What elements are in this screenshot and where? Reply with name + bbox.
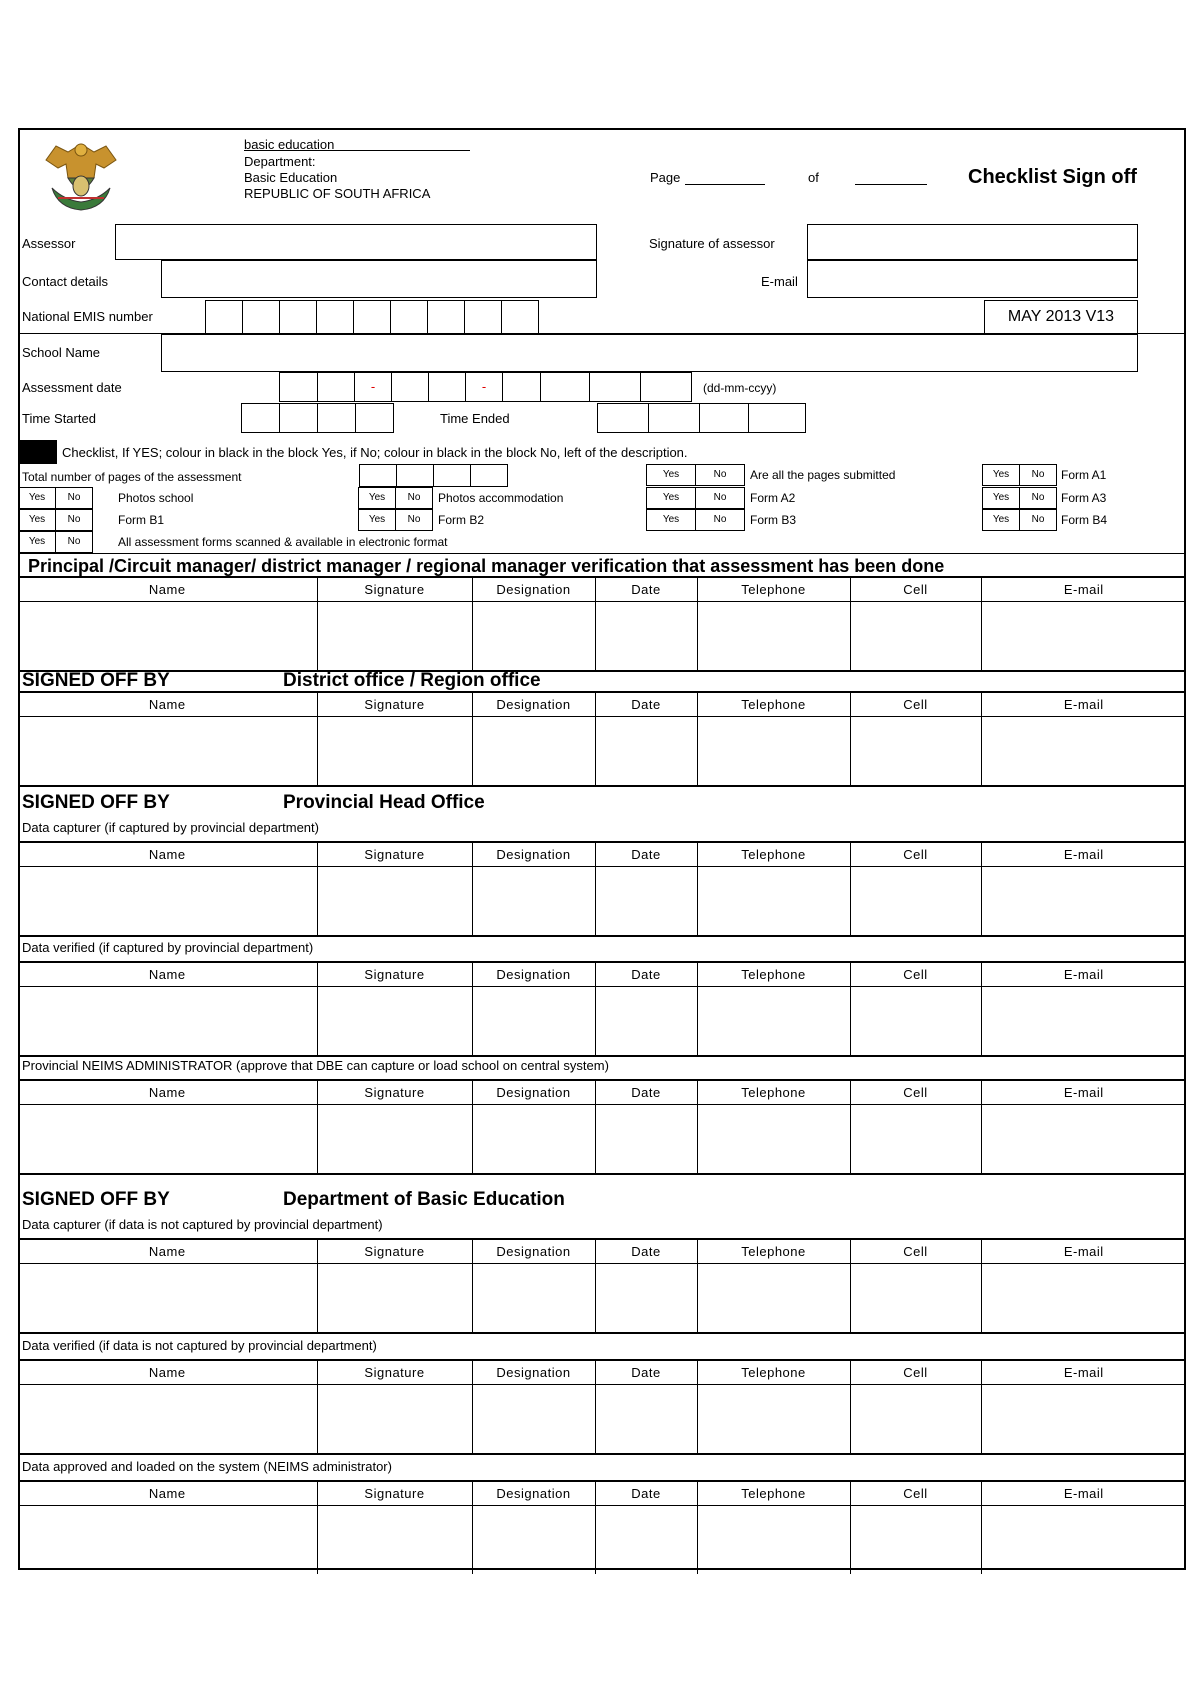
dept-line-4: REPUBLIC OF SOUTH AFRICA: [244, 186, 431, 201]
col-signature: Signature: [317, 842, 472, 867]
form-a2-label: Form A2: [750, 491, 796, 505]
signature-cell[interactable]: [317, 867, 472, 937]
yes-no-scanned[interactable]: [19, 531, 93, 553]
yes-box[interactable]: Yes: [358, 487, 396, 509]
col-name: Name: [18, 1360, 317, 1385]
col-designation: Designation: [472, 692, 595, 717]
total-pages-label: Total number of pages of the assessment: [22, 470, 242, 484]
date-cell[interactable]: [595, 1105, 697, 1175]
designation-cell[interactable]: [472, 1506, 595, 1575]
principal-verification-title: Principal /Circuit manager/ district manager / regional manager verification that assessment has been done: [28, 556, 945, 576]
yes-box[interactable]: Yes: [18, 509, 56, 531]
yes-box[interactable]: Yes: [18, 487, 56, 509]
date-cell[interactable]: [595, 987, 697, 1057]
all-scanned-label: All assessment forms scanned & available in electronic format: [118, 535, 448, 549]
date-cell[interactable]: [595, 1506, 697, 1575]
designation-cell[interactable]: [472, 1264, 595, 1334]
name-cell[interactable]: [18, 1105, 317, 1175]
yes-box[interactable]: Yes: [982, 464, 1020, 486]
telephone-cell[interactable]: [697, 867, 850, 937]
col-designation: Designation: [472, 577, 595, 602]
col-email: E-mail: [981, 1360, 1186, 1385]
col-designation: Designation: [472, 1239, 595, 1264]
cell-number-cell[interactable]: [850, 987, 981, 1057]
cell-number-cell[interactable]: [850, 1264, 981, 1334]
emis-number-cells[interactable]: [206, 300, 539, 334]
email-field[interactable]: [807, 260, 1138, 298]
cell-number-cell[interactable]: [850, 1105, 981, 1175]
dbe-title: Department of Basic Education: [283, 1189, 565, 1210]
no-box[interactable]: No: [55, 509, 93, 531]
col-signature: Signature: [317, 1360, 472, 1385]
date-cell[interactable]: [595, 867, 697, 937]
dept-line-2: Department:: [244, 154, 316, 169]
email-cell[interactable]: [981, 987, 1186, 1057]
no-box[interactable]: No: [55, 487, 93, 509]
name-cell[interactable]: [18, 1264, 317, 1334]
name-cell[interactable]: [18, 602, 317, 672]
signed-off-by-provincial: SIGNED OFF BY: [22, 792, 170, 813]
assessor-label: Assessor: [22, 236, 76, 251]
form-a1-label: Form A1: [1061, 468, 1107, 482]
date-cell[interactable]: [595, 602, 697, 672]
page-total-field[interactable]: [855, 184, 927, 185]
dbe-verified-table: [18, 1359, 1186, 1455]
prov-verified-caption: Data verified (if captured by provincial department): [22, 940, 314, 955]
yes-box[interactable]: Yes: [18, 531, 56, 553]
signature-cell[interactable]: [317, 1264, 472, 1334]
designation-cell[interactable]: [472, 1105, 595, 1175]
no-box[interactable]: No: [55, 531, 93, 553]
col-telephone: Telephone: [697, 1360, 850, 1385]
col-telephone: Telephone: [697, 692, 850, 717]
col-email: E-mail: [981, 1239, 1186, 1264]
assessment-date-label: Assessment date: [22, 380, 122, 395]
dbe-approved-caption: Data approved and loaded on the system (NEIMS administrator): [22, 1459, 392, 1474]
yes-box[interactable]: Yes: [646, 509, 696, 531]
time-started-cells[interactable]: [242, 403, 394, 433]
prov-capturer-table: [18, 841, 1186, 937]
time-ended-cells[interactable]: [598, 403, 806, 433]
email-cell[interactable]: [981, 1506, 1186, 1575]
col-signature: Signature: [317, 1080, 472, 1105]
col-designation: Designation: [472, 1481, 595, 1506]
district-signoff-table: [18, 691, 1186, 787]
no-box[interactable]: No: [695, 509, 745, 531]
underline-rule: [324, 150, 470, 151]
prov-neims-caption: Provincial NEIMS ADMINISTRATOR (approve that DBE can capture or load school on central system): [22, 1058, 609, 1073]
legend-black-block: [19, 440, 57, 464]
signature-cell[interactable]: [317, 1506, 472, 1575]
col-email: E-mail: [981, 577, 1186, 602]
col-designation: Designation: [472, 1080, 595, 1105]
contact-field[interactable]: [161, 260, 597, 298]
col-cell: Cell: [850, 1360, 981, 1385]
dbe-approved-table: [18, 1480, 1186, 1574]
designation-cell[interactable]: [472, 602, 595, 672]
assessor-field[interactable]: [115, 224, 597, 260]
cell-number-cell[interactable]: [850, 717, 981, 787]
signature-assessor-label: Signature of assessor: [649, 236, 775, 251]
name-cell[interactable]: [18, 717, 317, 787]
form-b2-label: Form B2: [438, 513, 485, 527]
yes-no-photos-school[interactable]: [19, 487, 93, 509]
col-email: E-mail: [981, 842, 1186, 867]
col-name: Name: [18, 842, 317, 867]
col-name: Name: [18, 1239, 317, 1264]
name-cell[interactable]: [18, 1506, 317, 1575]
date-format-hint: (dd-mm-ccyy): [703, 381, 777, 395]
telephone-cell[interactable]: [697, 1105, 850, 1175]
school-name-label: School Name: [22, 345, 101, 360]
form-a3-label: Form A3: [1061, 491, 1107, 505]
telephone-cell[interactable]: [697, 1385, 850, 1455]
no-box[interactable]: No: [395, 487, 433, 509]
form-b4-label: Form B4: [1061, 513, 1108, 527]
col-date: Date: [595, 692, 697, 717]
col-email: E-mail: [981, 1080, 1186, 1105]
yes-no-form-b1[interactable]: [19, 509, 93, 531]
cell-number-cell[interactable]: [850, 602, 981, 672]
cell-number-cell[interactable]: [850, 1385, 981, 1455]
coat-of-arms-icon: [38, 138, 124, 214]
dbe-capturer-caption: Data capturer (if data is not captured by provincial department): [22, 1217, 383, 1232]
col-telephone: Telephone: [697, 1080, 850, 1105]
signature-assessor-field[interactable]: [807, 224, 1138, 260]
principal-signoff-table: [18, 576, 1186, 672]
of-label: of: [808, 170, 819, 185]
signed-off-by-district: SIGNED OFF BY: [22, 670, 170, 691]
email-cell[interactable]: [981, 1105, 1186, 1175]
page-label: Page: [650, 170, 681, 185]
date-separator-1: -: [354, 372, 392, 402]
email-cell[interactable]: [981, 1385, 1186, 1455]
col-cell: Cell: [850, 1481, 981, 1506]
no-box[interactable]: No: [1019, 487, 1057, 509]
photos-school-label: Photos school: [118, 491, 194, 505]
telephone-cell[interactable]: [697, 1506, 850, 1575]
col-telephone: Telephone: [697, 842, 850, 867]
yes-no-form-b2[interactable]: [359, 509, 433, 531]
yes-box[interactable]: Yes: [982, 509, 1020, 531]
yes-box[interactable]: Yes: [982, 487, 1020, 509]
prov-verified-table: [18, 961, 1186, 1057]
col-cell: Cell: [850, 1080, 981, 1105]
page-title: Checklist Sign off: [968, 166, 1137, 188]
telephone-cell[interactable]: [697, 602, 850, 672]
col-date: Date: [595, 962, 697, 987]
no-box[interactable]: No: [1019, 464, 1057, 486]
signature-cell[interactable]: [317, 717, 472, 787]
signature-cell[interactable]: [317, 1105, 472, 1175]
col-signature: Signature: [317, 692, 472, 717]
date-cell[interactable]: [595, 1264, 697, 1334]
col-date: Date: [595, 1481, 697, 1506]
cell-number-cell[interactable]: [850, 1506, 981, 1575]
col-name: Name: [18, 962, 317, 987]
no-box[interactable]: No: [695, 464, 745, 486]
yes-no-form-b4[interactable]: [983, 509, 1057, 531]
yes-box[interactable]: Yes: [358, 509, 396, 531]
name-cell[interactable]: [18, 987, 317, 1057]
col-designation: Designation: [472, 842, 595, 867]
telephone-cell[interactable]: [697, 1264, 850, 1334]
telephone-cell[interactable]: [697, 717, 850, 787]
col-cell: Cell: [850, 962, 981, 987]
date-separator-2: -: [465, 372, 503, 402]
version-label: MAY 2013 V13: [984, 300, 1138, 334]
email-cell[interactable]: [981, 717, 1186, 787]
name-cell[interactable]: [18, 1385, 317, 1455]
col-name: Name: [18, 1080, 317, 1105]
col-date: Date: [595, 1239, 697, 1264]
designation-cell[interactable]: [472, 1385, 595, 1455]
col-telephone: Telephone: [697, 1239, 850, 1264]
col-cell: Cell: [850, 842, 981, 867]
yes-no-form-a1[interactable]: [983, 464, 1057, 486]
col-designation: Designation: [472, 1360, 595, 1385]
dbe-verified-caption: Data verified (if data is not captured by provincial department): [22, 1338, 377, 1353]
col-email: E-mail: [981, 692, 1186, 717]
district-office-title: District office / Region office: [283, 670, 541, 691]
col-date: Date: [595, 842, 697, 867]
cell-number-cell[interactable]: [850, 867, 981, 937]
col-email: E-mail: [981, 962, 1186, 987]
signature-cell[interactable]: [317, 602, 472, 672]
designation-cell[interactable]: [472, 867, 595, 937]
yes-box[interactable]: Yes: [646, 487, 696, 509]
yes-no-photos-accommodation[interactable]: [359, 487, 433, 509]
time-ended-label: Time Ended: [440, 411, 510, 426]
telephone-cell[interactable]: [697, 987, 850, 1057]
dept-line-3: Basic Education: [244, 170, 338, 185]
form-b3-label: Form B3: [750, 513, 797, 527]
col-telephone: Telephone: [697, 962, 850, 987]
email-label: E-mail: [761, 274, 798, 289]
total-pages-cells[interactable]: [360, 464, 508, 487]
provincial-head-office-title: Provincial Head Office: [283, 792, 485, 813]
col-name: Name: [18, 577, 317, 602]
designation-cell[interactable]: [472, 717, 595, 787]
email-cell[interactable]: [981, 867, 1186, 937]
col-signature: Signature: [317, 1481, 472, 1506]
prov-capturer-caption: Data capturer (if captured by provincial department): [22, 820, 319, 835]
yes-no-form-a3[interactable]: [983, 487, 1057, 509]
dbe-capturer-table: [18, 1238, 1186, 1334]
col-date: Date: [595, 1080, 697, 1105]
col-date: Date: [595, 1360, 697, 1385]
prov-neims-table: [18, 1079, 1186, 1175]
assessment-date-cells[interactable]: [280, 372, 692, 402]
signature-cell[interactable]: [317, 1385, 472, 1455]
yes-no-pages-submitted[interactable]: [647, 464, 745, 486]
checklist-instruction: Checklist, If YES; colour in black in the block Yes, if No; colour in black in the block No, left of the description.: [62, 445, 688, 460]
col-cell: Cell: [850, 692, 981, 717]
yes-box[interactable]: Yes: [646, 464, 696, 486]
emis-label: National EMIS number: [22, 309, 153, 324]
dept-line-1: basic education: [244, 137, 335, 152]
no-box[interactable]: No: [395, 509, 433, 531]
col-designation: Designation: [472, 962, 595, 987]
col-signature: Signature: [317, 577, 472, 602]
col-name: Name: [18, 1481, 317, 1506]
date-cell[interactable]: [595, 717, 697, 787]
pages-submitted-label: Are all the pages submitted: [750, 468, 896, 482]
yes-no-form-a2[interactable]: [647, 487, 745, 509]
name-cell[interactable]: [18, 867, 317, 937]
email-cell[interactable]: [981, 602, 1186, 672]
time-started-label: Time Started: [22, 411, 96, 426]
no-box[interactable]: No: [1019, 509, 1057, 531]
col-signature: Signature: [317, 962, 472, 987]
date-cell[interactable]: [595, 1385, 697, 1455]
col-date: Date: [595, 577, 697, 602]
col-signature: Signature: [317, 1239, 472, 1264]
col-telephone: Telephone: [697, 1481, 850, 1506]
school-name-field[interactable]: [161, 334, 1138, 372]
yes-no-form-b3[interactable]: [647, 509, 745, 531]
col-cell: Cell: [850, 1239, 981, 1264]
designation-cell[interactable]: [472, 987, 595, 1057]
signature-cell[interactable]: [317, 987, 472, 1057]
col-email: E-mail: [981, 1481, 1186, 1506]
col-telephone: Telephone: [697, 577, 850, 602]
photos-accommodation-label: Photos accommodation: [438, 491, 564, 505]
col-cell: Cell: [850, 577, 981, 602]
no-box[interactable]: No: [695, 487, 745, 509]
email-cell[interactable]: [981, 1264, 1186, 1334]
col-name: Name: [18, 692, 317, 717]
page-number-field[interactable]: [685, 184, 765, 185]
divider: [18, 553, 1186, 554]
signed-off-by-dbe: SIGNED OFF BY: [22, 1189, 170, 1210]
contact-label: Contact details: [22, 274, 108, 289]
form-b1-label: Form B1: [118, 513, 165, 527]
